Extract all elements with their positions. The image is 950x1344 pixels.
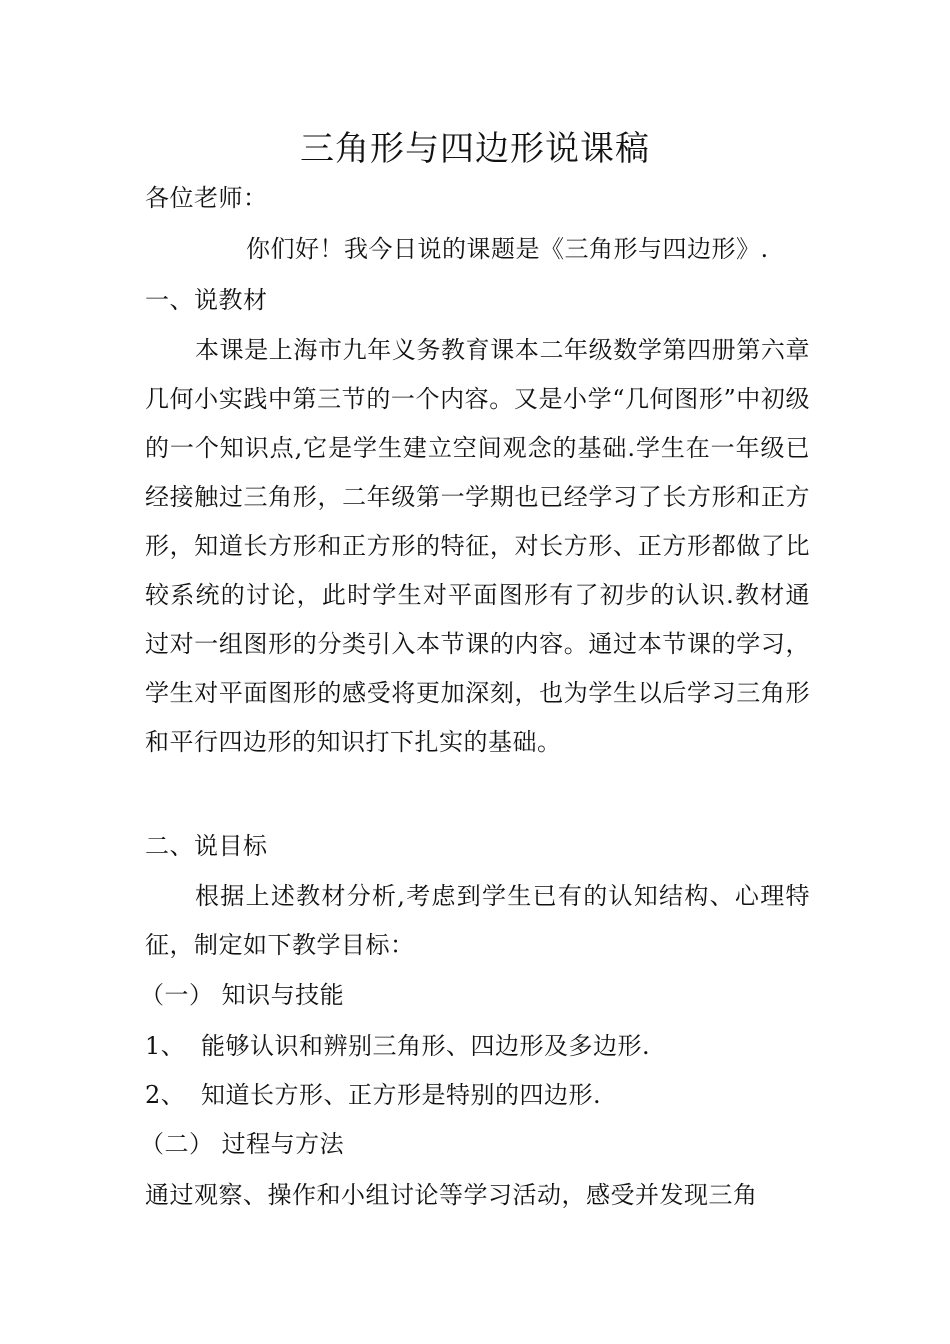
goal-number: 2、 bbox=[145, 1081, 186, 1109]
goal-item bbox=[145, 1026, 810, 1066]
goal-item bbox=[145, 1075, 810, 1115]
intro-line: 你们好！我今日说的课题是《三角形与四边形》. bbox=[246, 235, 769, 263]
paragraph-last-line: 通过观察、操作和小组讨论等学习活动，感受并发现三角 bbox=[145, 1181, 758, 1209]
section-heading-goals: 二、说目标 bbox=[145, 832, 268, 860]
section-heading-textbook: 一、说教材 bbox=[145, 286, 268, 314]
subsection-heading-knowledge: （一） 知识与技能 bbox=[140, 981, 345, 1009]
goal-text: 知道长方形、正方形是特别的四边形. bbox=[201, 1081, 602, 1109]
goal-number: 1、 bbox=[145, 1032, 186, 1060]
subsection-heading-process: （二） 过程与方法 bbox=[140, 1130, 345, 1158]
greeting: 各位老师： bbox=[145, 184, 268, 212]
goal-text: 能够认识和辨别三角形、四边形及多边形. bbox=[201, 1032, 651, 1060]
section-paragraph-goals: 根据上述教材分析,考虑到学生已有的认知结构、心理特征，制定如下教学目标： bbox=[145, 882, 810, 959]
section-paragraph-textbook: 本课是上海市九年义务教育课本二年级数学第四册第六章几何小实践中第三节的一个内容。又是小学“几何图形”中初级的一个知识点,它是学生建立空间观念的基础.学生在一年级已经接触过三角形，二年级第一学期也已经学习了长方形和正方形，知道长方形和正方形的特征，对长方形、正方形都做了比较系统的讨论，此时学生对平面图形有了初步的认识.教材通过对一组图形的分类引入本节课的内容。通过本节课的学习，学生对平面图形的感受将更加深刻，也为学生以后学习三角形和平行四边形的知识打下扎实的基础。 bbox=[145, 336, 810, 756]
document-title: 三角形与四边形说课稿 bbox=[300, 129, 650, 169]
